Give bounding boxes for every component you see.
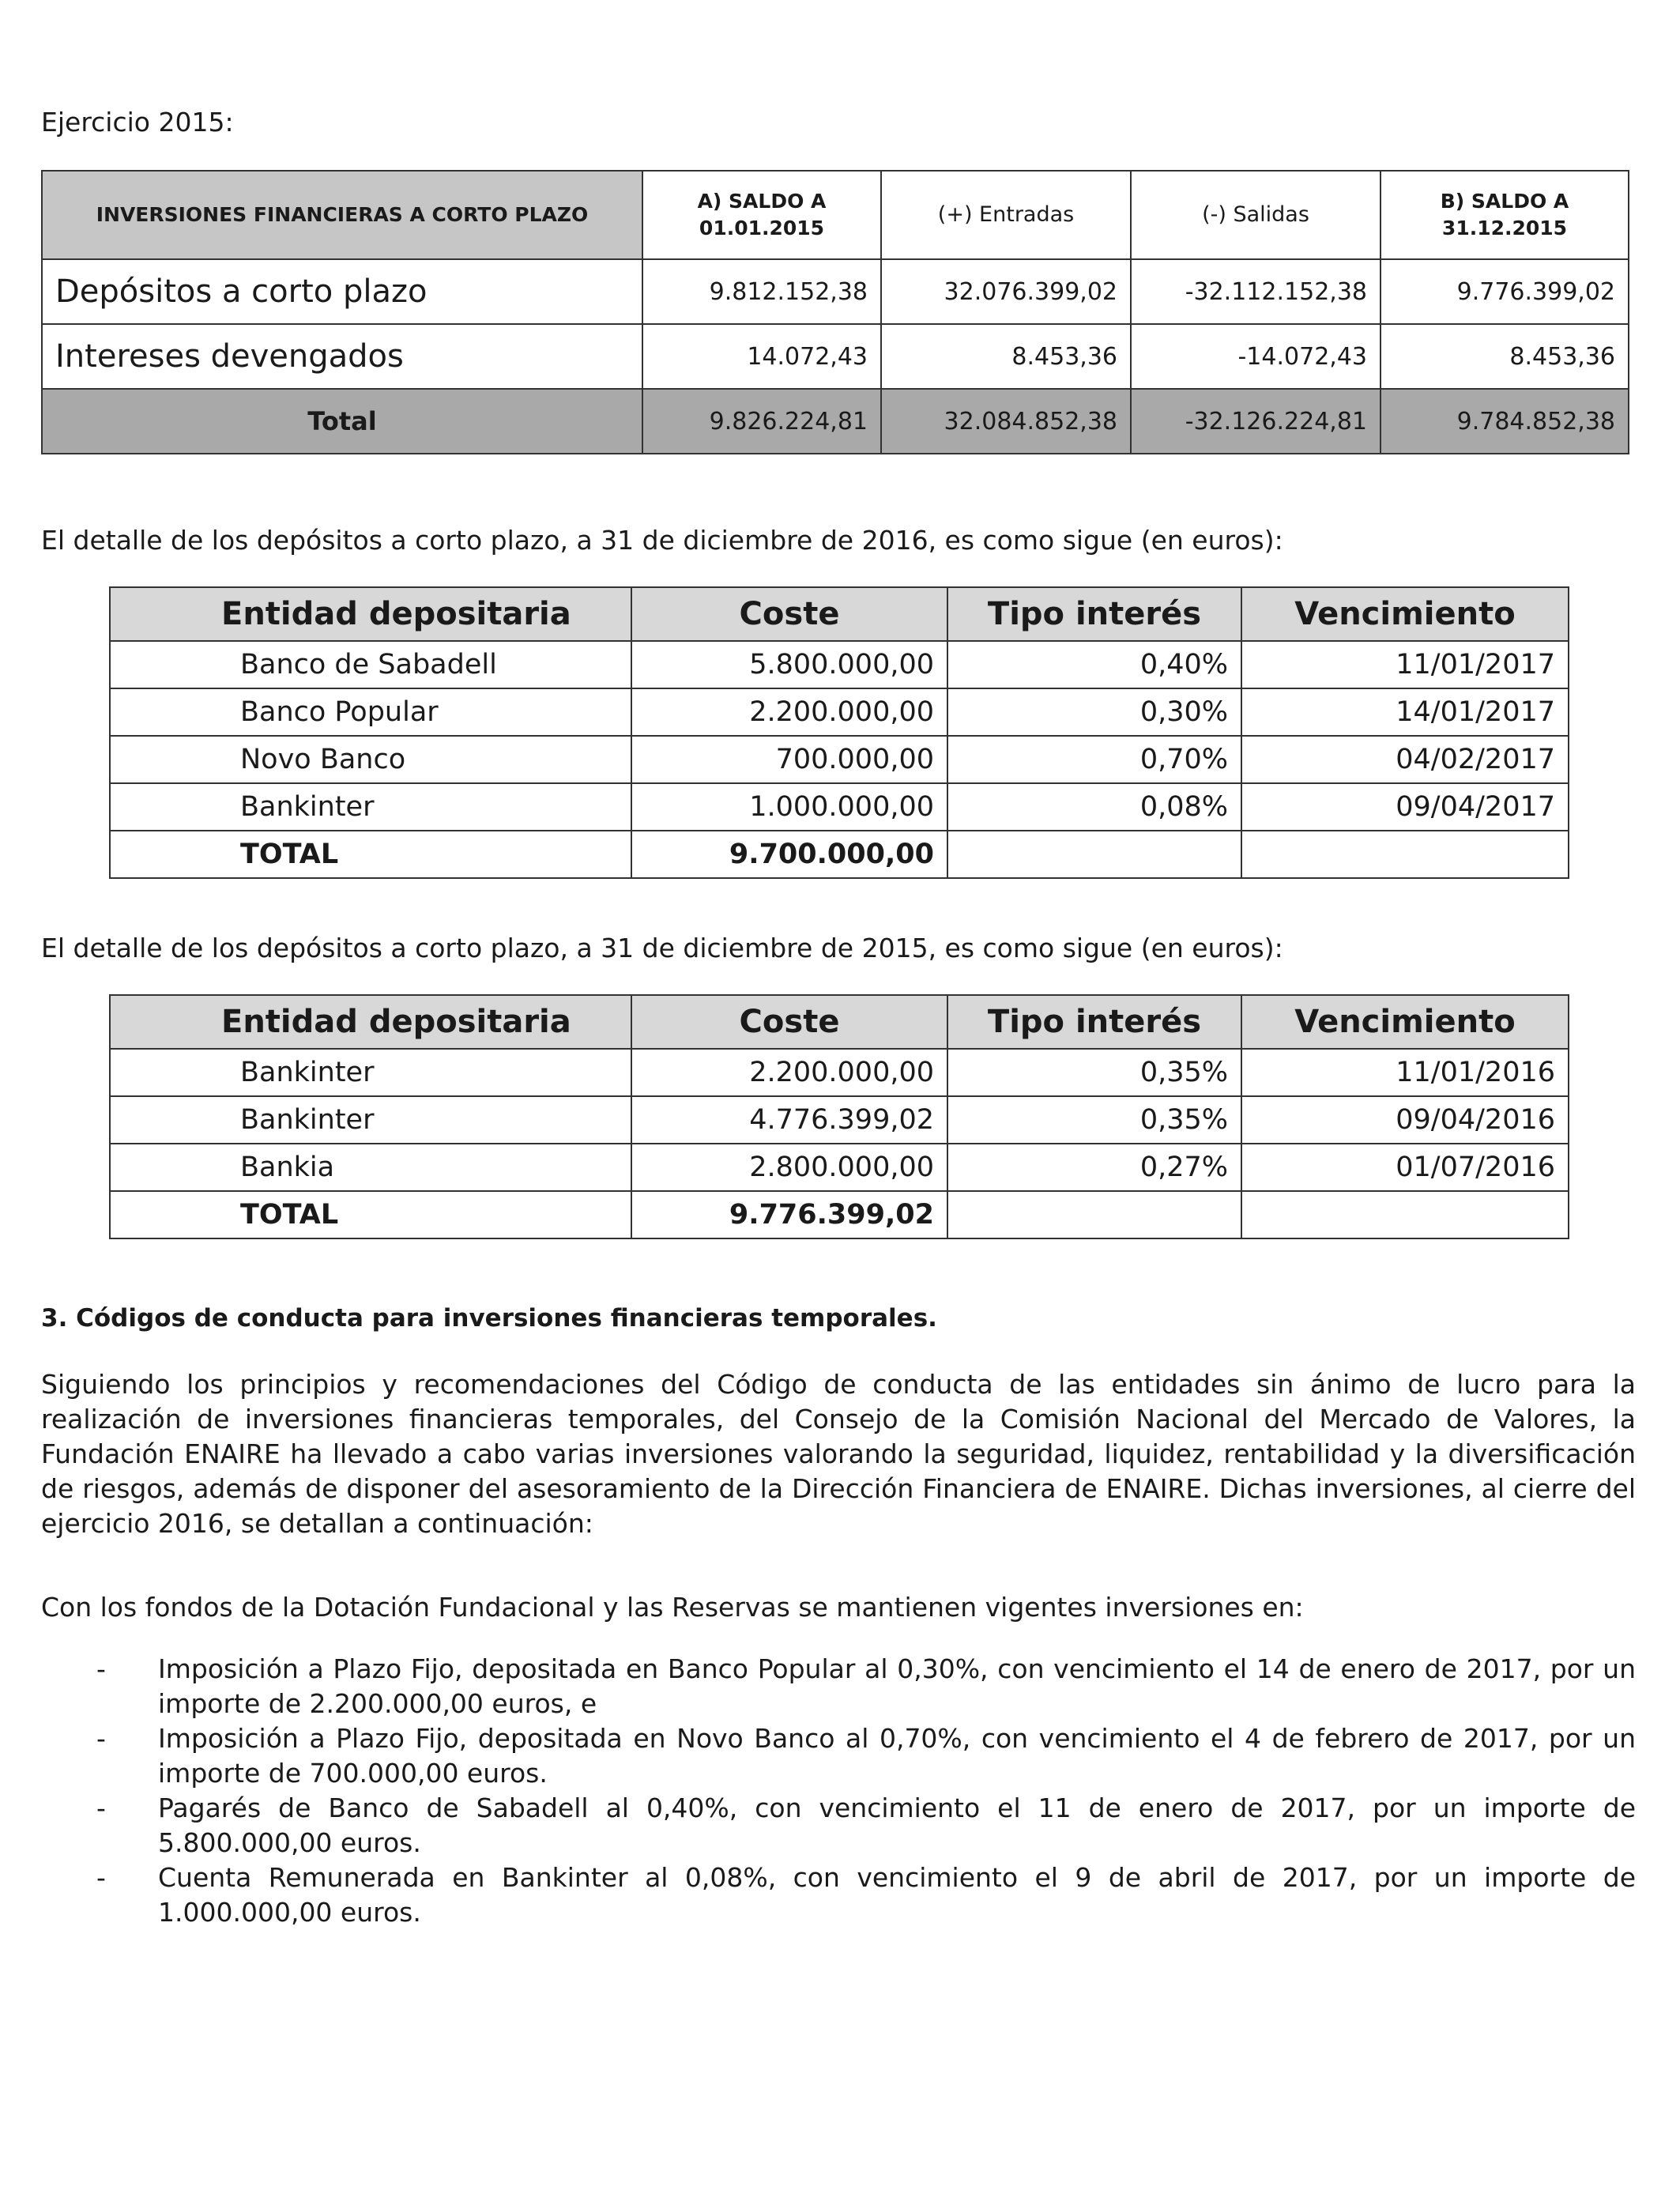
total-saldo-b: 9.784.852,38 xyxy=(1381,389,1629,454)
row-label: Depósitos a corto plazo xyxy=(42,259,642,324)
cell-saldo-b: 9.776.399,02 xyxy=(1381,259,1629,324)
total-row xyxy=(110,1191,1569,1238)
paragraph-fondos: Con los fondos de la Dotación Fundacional y las Reservas se mantienen vigentes inversiones en: xyxy=(41,1592,1304,1623)
header-entidad: Entidad depositaria xyxy=(110,587,631,641)
intro-2016: El detalle de los depósitos a corto plazo, a 31 de diciembre de 2016, es como sigue (en euros): xyxy=(41,525,1283,556)
dash-bullet: - xyxy=(96,1862,106,1893)
cell-vencimiento: 09/04/2016 xyxy=(1241,1096,1569,1144)
table-header-row xyxy=(42,171,1629,259)
cell-coste: 2.800.000,00 xyxy=(631,1144,947,1191)
total-coste: 9.700.000,00 xyxy=(631,831,947,878)
dash-bullet: - xyxy=(96,1723,106,1754)
header-entradas: (+) Entradas xyxy=(881,171,1131,259)
cell-vencimiento: 09/04/2017 xyxy=(1241,783,1569,831)
ejercicio-label: Ejercicio 2015: xyxy=(41,107,234,138)
header-salidas: (-) Salidas xyxy=(1131,171,1381,259)
header-tipo-interes: Tipo interés xyxy=(947,995,1241,1049)
total-row xyxy=(110,831,1569,878)
list-item xyxy=(41,1721,1636,1791)
table-row xyxy=(110,1049,1569,1096)
cell-saldo-b: 8.453,36 xyxy=(1381,324,1629,389)
header-coste: Coste xyxy=(631,995,947,1049)
cell-entidad: Bankinter xyxy=(110,1049,631,1096)
total-empty xyxy=(1241,831,1569,878)
cell-coste: 700.000,00 xyxy=(631,736,947,783)
total-row xyxy=(42,389,1629,454)
cell-coste: 4.776.399,02 xyxy=(631,1096,947,1144)
table-row xyxy=(110,688,1569,736)
cell-tipo: 0,27% xyxy=(947,1144,1241,1191)
list-item xyxy=(41,1860,1636,1930)
dash-bullet: - xyxy=(96,1793,106,1823)
header-saldo-b: B) SALDO A 31.12.2015 xyxy=(1381,171,1629,259)
cell-saldo-a: 14.072,43 xyxy=(642,324,881,389)
cell-entidad: Bankinter xyxy=(110,783,631,831)
total-empty xyxy=(947,831,1241,878)
table-row xyxy=(110,736,1569,783)
row-label: Intereses devengados xyxy=(42,324,642,389)
header-entidad: Entidad depositaria xyxy=(110,995,631,1049)
depositos-table-2015 xyxy=(109,994,1569,1239)
cell-saldo-a: 9.812.152,38 xyxy=(642,259,881,324)
table-header-row xyxy=(110,587,1569,641)
cell-salidas: -32.112.152,38 xyxy=(1131,259,1381,324)
header-saldo-a: A) SALDO A 01.01.2015 xyxy=(642,171,881,259)
header-vencimiento: Vencimiento xyxy=(1241,587,1569,641)
cell-entidad: Bankinter xyxy=(110,1096,631,1144)
cell-entradas: 32.076.399,02 xyxy=(881,259,1131,324)
table-row xyxy=(42,324,1629,389)
inversiones-list xyxy=(41,1652,1636,1930)
depositos-table-2016 xyxy=(109,586,1569,879)
cell-vencimiento: 14/01/2017 xyxy=(1241,688,1569,736)
cell-entidad: Banco Popular xyxy=(110,688,631,736)
cell-coste: 2.200.000,00 xyxy=(631,688,947,736)
cell-tipo: 0,35% xyxy=(947,1049,1241,1096)
list-item xyxy=(41,1652,1636,1721)
intro-2015: El detalle de los depósitos a corto plazo, a 31 de diciembre de 2015, es como sigue (en euros): xyxy=(41,933,1283,963)
total-salidas: -32.126.224,81 xyxy=(1131,389,1381,454)
cell-entradas: 8.453,36 xyxy=(881,324,1131,389)
cell-tipo: 0,40% xyxy=(947,641,1241,688)
table-row xyxy=(42,259,1629,324)
total-saldo-a: 9.826.224,81 xyxy=(642,389,881,454)
inversiones-table-2015 xyxy=(41,170,1629,454)
header-vencimiento: Vencimiento xyxy=(1241,995,1569,1049)
total-empty xyxy=(947,1191,1241,1238)
cell-vencimiento: 01/07/2016 xyxy=(1241,1144,1569,1191)
cell-vencimiento: 04/02/2017 xyxy=(1241,736,1569,783)
paragraph-codigo-conducta: Siguiendo los principios y recomendaciones del Código de conducta de las entidades sin ánimo de lucro para la realización de inversiones financieras temporales, del Consejo de la Comisión Nacional del Mercado de Valores, la Fundación ENAIRE ha llevado a cabo varias inversiones valorando la seguridad, liquidez, rentabilidad y la diversificación de riesgos, además de disponer del asesoramiento de la Dirección Financiera de ENAIRE. Dichas inversiones, al cierre del ejercicio 2016, se detallan a continuación: xyxy=(41,1369,1636,1539)
list-item xyxy=(41,1791,1636,1860)
cell-coste: 1.000.000,00 xyxy=(631,783,947,831)
total-label: TOTAL xyxy=(110,831,631,878)
list-item-text: Cuenta Remunerada en Bankinter al 0,08%, con vencimiento el 9 de abril de 2017, por un importe de 1.000.000,00 euros. xyxy=(158,1862,1636,1928)
cell-salidas: -14.072,43 xyxy=(1131,324,1381,389)
cell-vencimiento: 11/01/2016 xyxy=(1241,1049,1569,1096)
cell-entidad: Novo Banco xyxy=(110,736,631,783)
cell-tipo: 0,08% xyxy=(947,783,1241,831)
cell-coste: 2.200.000,00 xyxy=(631,1049,947,1096)
header-tipo-interes: Tipo interés xyxy=(947,587,1241,641)
cell-tipo: 0,70% xyxy=(947,736,1241,783)
cell-coste: 5.800.000,00 xyxy=(631,641,947,688)
header-inversiones: INVERSIONES FINANCIERAS A CORTO PLAZO xyxy=(42,171,642,259)
total-label: Total xyxy=(42,389,642,454)
total-empty xyxy=(1241,1191,1569,1238)
list-item-text: Imposición a Plazo Fijo, depositada en Novo Banco al 0,70%, con vencimiento el 4 de febrero de 2017, por un importe de 700.000,00 euros. xyxy=(158,1723,1636,1789)
cell-entidad: Bankia xyxy=(110,1144,631,1191)
list-item-text: Imposición a Plazo Fijo, depositada en Banco Popular al 0,30%, con vencimiento el 14 de enero de 2017, por un importe de 2.200.000,00 euros, e xyxy=(158,1653,1636,1719)
cell-entidad: Banco de Sabadell xyxy=(110,641,631,688)
dash-bullet: - xyxy=(96,1653,106,1684)
cell-tipo: 0,35% xyxy=(947,1096,1241,1144)
list-item-text: Pagarés de Banco de Sabadell al 0,40%, con vencimiento el 11 de enero de 2017, por un importe de 5.800.000,00 euros. xyxy=(158,1793,1636,1858)
table-row xyxy=(110,1144,1569,1191)
section-3-heading: 3. Códigos de conducta para inversiones financieras temporales. xyxy=(41,1304,937,1333)
table-row xyxy=(110,641,1569,688)
table-header-row xyxy=(110,995,1569,1049)
cell-tipo: 0,30% xyxy=(947,688,1241,736)
total-label: TOTAL xyxy=(110,1191,631,1238)
header-coste: Coste xyxy=(631,587,947,641)
table-row xyxy=(110,783,1569,831)
cell-vencimiento: 11/01/2017 xyxy=(1241,641,1569,688)
table-row xyxy=(110,1096,1569,1144)
total-entradas: 32.084.852,38 xyxy=(881,389,1131,454)
total-coste: 9.776.399,02 xyxy=(631,1191,947,1238)
